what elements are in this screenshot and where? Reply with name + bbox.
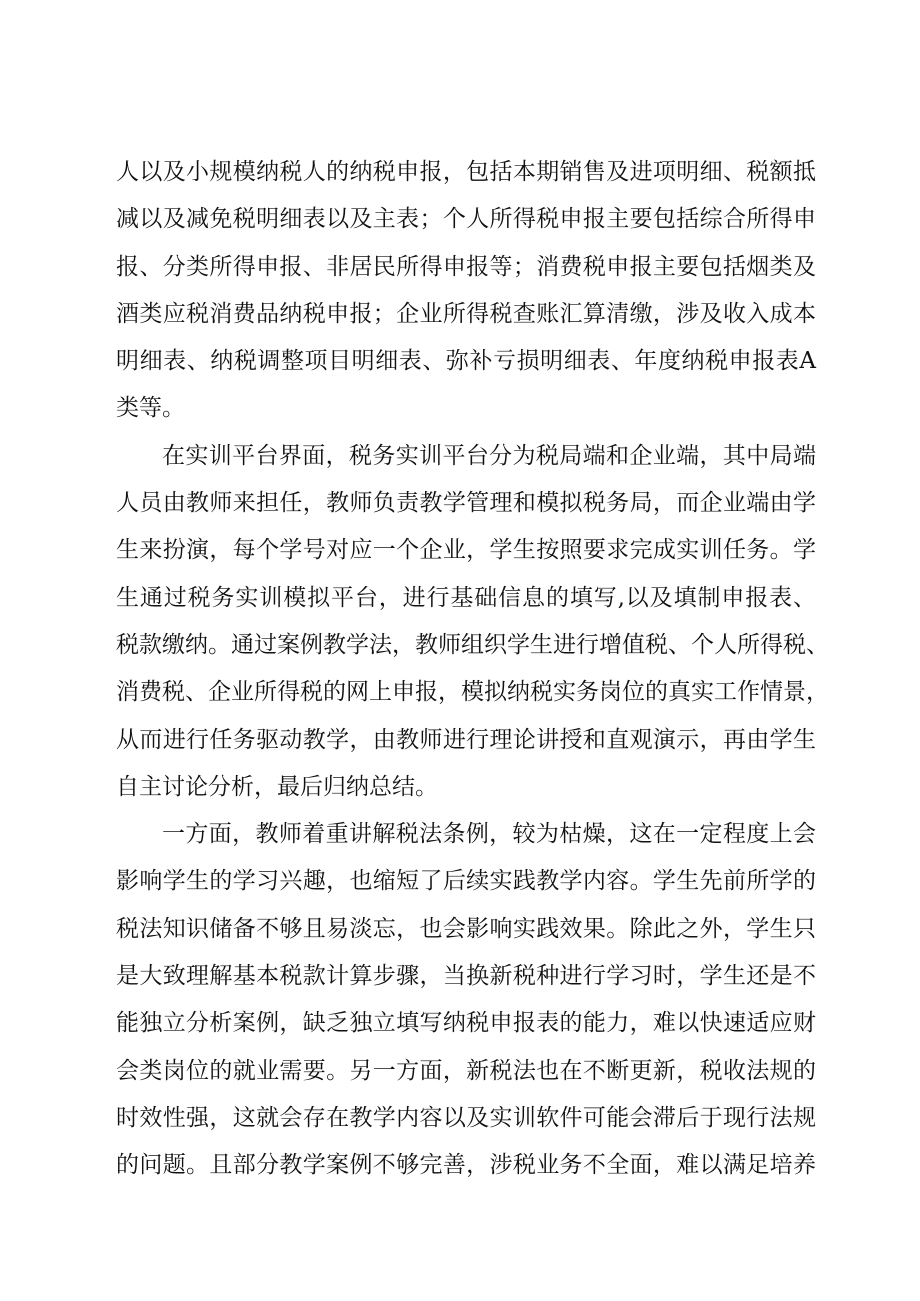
p2-line-7: 从而进行任务驱动教学，由教师进行理论讲授和直观演示，再由学生 [116, 726, 816, 753]
p1-line-3: 报、分类所得申报、非居民所得申报等；消费税申报主要包括烟类及 [116, 253, 816, 280]
p2-line-6: 消费税、企业所得税的网上申报，模拟纳税实务岗位的真实工作情景， [116, 679, 829, 706]
p2-line-5: 税款缴纳。通过案例教学法，教师组织学生进行增值税、个人所得税、 [116, 631, 829, 658]
p1-line-2: 减以及减免税明细表以及主表；个人所得税申报主要包括综合所得申 [116, 206, 816, 233]
p3-line-7: 时效性强，这就会存在教学内容以及实训软件可能会滞后于现行法规 [116, 1104, 816, 1131]
p3-line-4: 是大致理解基本税款计算步骤，当换新税种进行学习时，学生还是不 [116, 963, 816, 990]
p2-line-8: 自主讨论分析，最后归纳总结。 [116, 773, 438, 800]
body-text [116, 149, 829, 1190]
p3-line-2: 影响学生的学习兴趣，也缩短了后续实践教学内容。学生先前所学的 [116, 868, 816, 895]
p1-line-1: 人以及小规模纳税人的纳税申报，包括本期销售及进项明细、税额抵 [116, 159, 816, 185]
p2-line-3: 生来扮演，每个学号对应一个企业，学生按照要求完成实训任务。学 [116, 537, 816, 564]
p1-line-4: 酒类应税消费品纳税申报；企业所得税查账汇算清缴，涉及收入成本 [116, 300, 816, 327]
p2-line-1: 在实训平台界面，税务实训平台分为税局端和企业端，其中局端 [162, 442, 816, 469]
p1-line-6: 类等。 [116, 395, 185, 422]
p2-line-4: 生通过税务实训模拟平台，进行基础信息的填写,以及填制申报表、 [116, 584, 816, 611]
p3-line-6: 会类岗位的就业需要。另一方面，新税法也在不断更新，税收法规的 [116, 1057, 816, 1084]
p3-line-3: 税法知识储备不够且易淡忘，也会影响实践效果。除此之外，学生只 [116, 915, 816, 942]
p3-line-8: 的问题。且部分教学案例不够完善，涉税业务不全面，难以满足培养 [116, 1152, 816, 1179]
p3-line-5: 能独立分析案例，缺乏独立填写纳税申报表的能力，难以快速适应财 [116, 1010, 816, 1037]
p2-line-2: 人员由教师来担任，教师负责教学管理和模拟税务局，而企业端由学 [116, 490, 816, 517]
p3-line-1: 一方面，教师着重讲解税法条例，较为枯燥，这在一定程度上会 [162, 821, 816, 848]
p1-line-5: 明细表、纳税调整项目明细表、弥补亏损明细表、年度纳税申报表A [116, 348, 816, 375]
